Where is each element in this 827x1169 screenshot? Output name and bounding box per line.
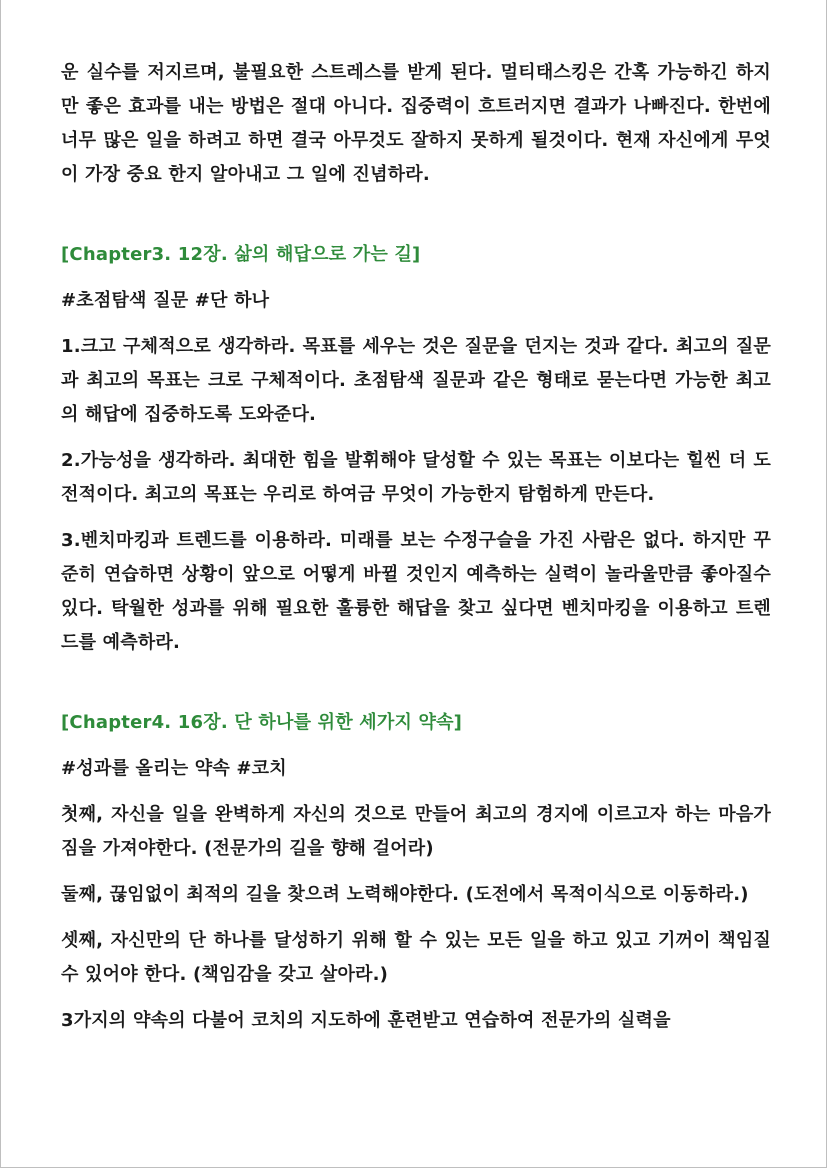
spacer xyxy=(61,318,771,330)
spacer xyxy=(61,912,771,924)
chapter4-item: 첫째, 자신을 일을 완벽하게 자신의 것으로 만들어 최고의 경지에 이르고자 하는 마음가짐을 가져야한다. (전문가의 길을 향해 걸어라) xyxy=(61,804,771,859)
chapter3-tags: #초점탐색 질문 #단 하나 xyxy=(61,290,270,311)
spacer xyxy=(61,192,771,226)
chapter3-item: 2.가능성을 생각하라. 최대한 힘을 발휘해야 달성할 수 있는 목표는 이보다는 힐씬 더 도전적이다. 최고의 목표는 우리로 하여금 무엇이 가능한지 탐험하게 만든다. xyxy=(61,450,771,505)
spacer xyxy=(61,786,771,798)
spacer xyxy=(61,272,771,284)
spacer xyxy=(61,226,771,238)
chapter4-item: 셋째, 자신만의 단 하나를 달성하기 위해 할 수 있는 모든 일을 하고 있고 기꺼이 책임질 수 있어야 한다. (책임감을 갖고 살아라.) xyxy=(61,930,771,985)
chapter4-heading: [Chapter4. 16장. 단 하나를 위한 세가지 약속] xyxy=(61,712,463,733)
chapter3-item: 1.크고 구체적으로 생각하라. 목표를 세우는 것은 질문을 던지는 것과 같다. 최고의 질문과 최고의 목표는 크로 구체적이다. 초점탐색 질문과 같은 형태로 묻는다면 가능한 최고의 해답에 집중하도록 도와준다. xyxy=(61,336,771,425)
chapter3-item: 3.벤치마킹과 트렌드를 이용하라. 미래를 보는 수정구슬을 가진 사람은 없다. 하지만 꾸준히 연습하면 상황이 앞으로 어떻게 바뀔 것인지 예측하는 실력이 놀라울만큼 좋아질수 있다. 탁월한 성과를 위해 필요한 훌륭한 해답을 찾고 싶다면 벤치마킹을 이용하고 트렌드를 예측하라. xyxy=(61,530,771,653)
spacer xyxy=(61,866,771,878)
spacer xyxy=(61,432,771,444)
intro-paragraph: 운 실수를 저지르며, 불필요한 스트레스를 받게 된다. 멀티태스킹은 간혹 가능하긴 하지만 좋은 효과를 내는 방법은 절대 아니다. 집중력이 흐트러지면 결과가 나빠진다. 한번에 너무 많은 일을 하려고 하면 결국 아무것도 잘하지 못하게 될것이다. 현재 자신에게 무엇이 가장 중요 한지 알아내고 그 일에 진념하라. xyxy=(61,62,771,185)
spacer xyxy=(61,694,771,706)
chapter4-item: 3가지의 약속의 다불어 코치의 지도하에 훈련받고 연습하여 전문가의 실력을 xyxy=(61,1010,671,1031)
document-body xyxy=(61,56,771,1038)
spacer xyxy=(61,992,771,1004)
chapter4-item: 둘째, 끊임없이 최적의 길을 찾으려 노력해야한다. (도전에서 목적이식으로 이동하라.) xyxy=(61,884,749,905)
spacer xyxy=(61,512,771,524)
chapter3-heading: [Chapter3. 12장. 삶의 해답으로 가는 길] xyxy=(61,244,421,265)
spacer xyxy=(61,740,771,752)
chapter4-tags: #성과를 올리는 약속 #코치 xyxy=(61,758,287,779)
spacer xyxy=(61,660,771,694)
